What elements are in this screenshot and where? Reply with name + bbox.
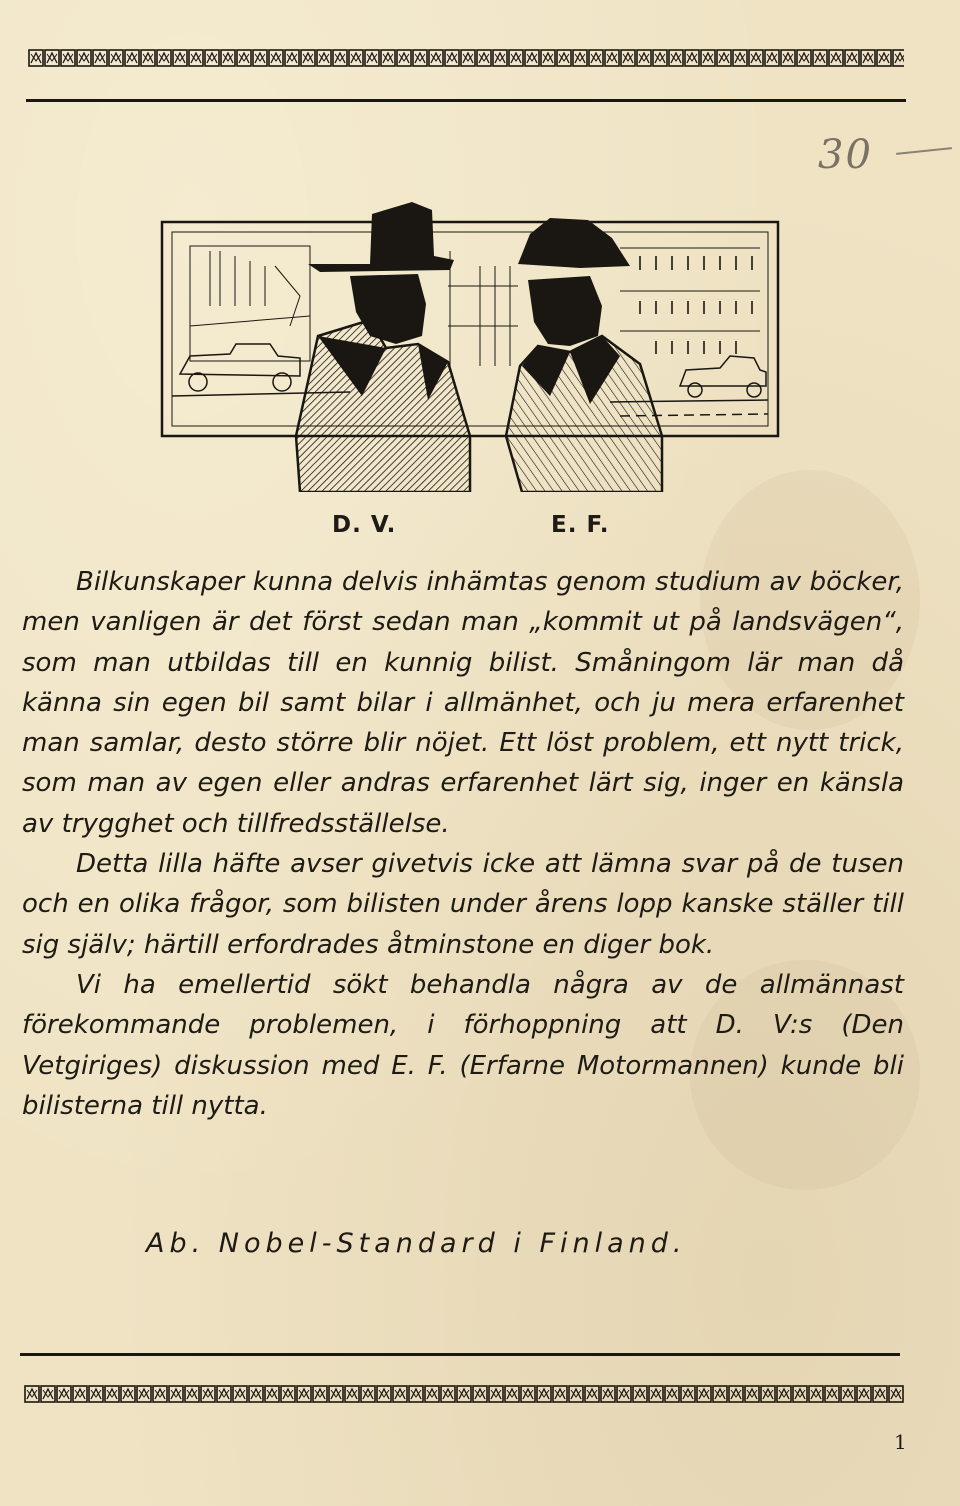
paragraph-purpose: Detta lilla häfte avser givetvis icke att lämna svar på de tusen och en olika frågor, som bilisten under årens lopp kanske ställer till sig själv; härtill erfordrades åtminstone en diger bok. (22, 849, 904, 960)
handwritten-page-note: 30 (818, 132, 873, 178)
bottom-ornamental-border (24, 1384, 904, 1404)
top-rule (26, 99, 906, 102)
illustration-two-motorists (150, 196, 790, 492)
body-text (22, 562, 904, 1126)
top-ornamental-border (28, 48, 904, 68)
paragraph-closing: Vi ha emellertid sökt behandla några av de allmännast förekommande problemen, i förhoppning att D. V:s (Den Vetgiriges) diskussion med E. F. (Erfarne Motormannen) kunde bli bilisterna till nytta. (22, 969, 904, 1121)
label-d-v: D. V. (332, 512, 397, 538)
page-number: 1 (894, 1430, 907, 1454)
paragraph-intro: Bilkunskaper kunna delvis inhämtas genom studium av böcker, men vanligen är det först sedan man „kommit ut på landsvägen“, som man utbildas till en kunnig bilist. Småningom lär man då känna sin egen bil samt bilar i allmänhet, och ju mera erfarenhet man samlar, desto större blir nöjet. Ett löst problem, ett nytt trick, som man av egen eller andras erfarenhet lärt sig, inger en känsla av trygghet och tillfredsställelse. (22, 567, 904, 839)
publisher-signature: Ab. Nobel-Standard i Finland. (146, 1228, 687, 1259)
handwritten-stroke (896, 147, 952, 155)
label-e-f: E. F. (551, 512, 610, 538)
bottom-rule (20, 1353, 900, 1356)
